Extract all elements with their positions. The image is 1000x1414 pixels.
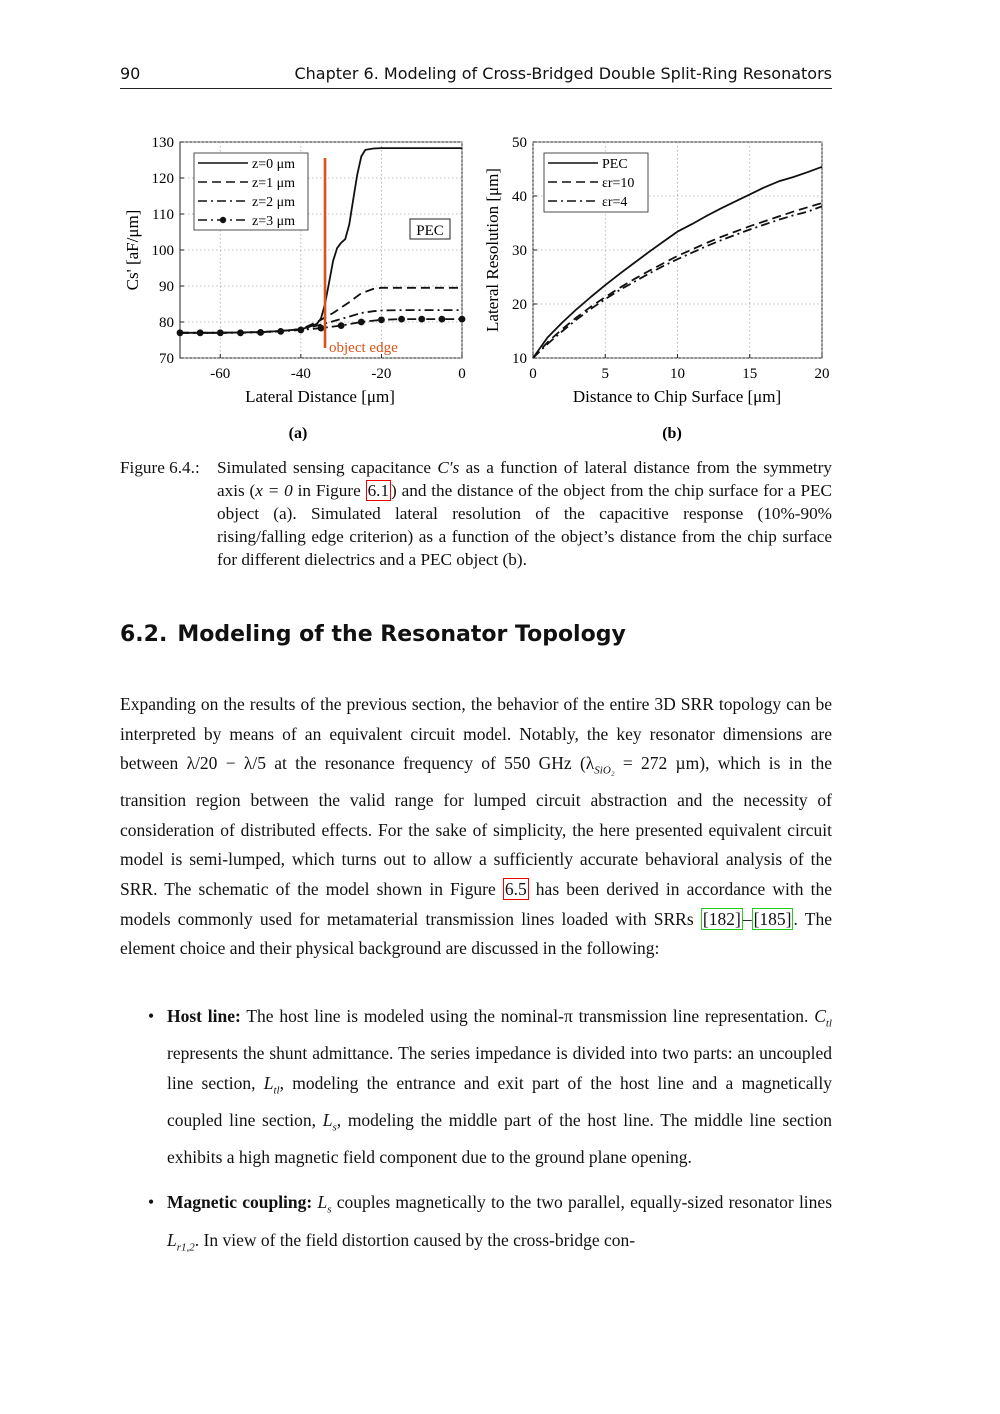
legend-label-1: PEC: [602, 157, 628, 172]
data-point: [398, 316, 405, 323]
math-subscript: tl: [273, 1084, 280, 1097]
math-symbol: L: [263, 1072, 274, 1093]
x-tick-label: -60: [210, 366, 231, 382]
figure-ref-link[interactable]: 6.1: [367, 481, 390, 500]
legend-a: [194, 153, 308, 230]
y-tick-label: 40: [512, 189, 527, 205]
bullet-text: The host line is modeled using the nominal-π transmission line representation.: [240, 1006, 815, 1026]
data-point: [418, 316, 425, 323]
bullet-text: , modeling the entrance and exit part of the host line and a magnetically coupled line section,: [167, 1072, 832, 1130]
data-point: [217, 329, 224, 336]
y-tick-label: 130: [151, 135, 174, 151]
data-point: [277, 328, 284, 335]
x-tick-label: 5: [601, 366, 609, 382]
math-symbol: L: [317, 1192, 328, 1213]
legend-label-1: z=0 μm: [252, 157, 296, 172]
chart-panel-a: [123, 135, 466, 442]
x-tick-label: 15: [742, 366, 758, 382]
edge-label: object edge: [329, 340, 398, 356]
para-part: Expanding on the results of the previous section, the behavior of the entire 3D SRR topology can be interpreted by means of an equivalent circuit model. Notably, the key resonator dimensions are between λ/20 − λ/5 at the resonance frequency of 550 GHz (λ: [120, 694, 832, 774]
chart-panel-b: [483, 135, 830, 442]
y-tick-label: 10: [512, 351, 527, 367]
para-part: = 272 µm), which is in the transition region between the valid range for lumped circuit abstraction and the necessity of consideration of distributed effects. For the sake of simplicity, the here presented equivalent circuit model is semi-lumped, which turns out to allow a sufficiently accurate behavioral analysis of the SRR. The schematic of the model shown in Figure: [120, 753, 832, 900]
y-tick-label: 30: [512, 243, 527, 259]
x-tick-label: 0: [458, 366, 466, 382]
y-tick-label: 100: [151, 243, 174, 259]
y-tick-label: 120: [151, 171, 174, 187]
caption-symbol: C′s: [437, 458, 460, 477]
legend-label-4: z=3 μm: [252, 214, 296, 229]
data-point: [338, 322, 345, 329]
caption-text: [217, 456, 832, 571]
x-tick-label: 20: [814, 366, 830, 382]
x-axis-label-b: Distance to Chip Surface [μm]: [572, 387, 782, 406]
page-header: [120, 62, 832, 89]
bullet-list: [120, 1002, 832, 1279]
bullet-text: , modeling the middle part of the host line. The middle line section exhibits a high magnetic field component due to the ground plane opening.: [167, 1109, 832, 1167]
bullet-text: couples magnetically to the two parallel, equally-sized resonator lines: [331, 1192, 832, 1213]
y-tick-label: 90: [159, 279, 174, 295]
caption-part: as a function of lateral distance from the symmetry axis (: [217, 458, 832, 500]
data-point: [438, 316, 445, 323]
para-part: –: [742, 908, 752, 929]
y-tick-label: 80: [159, 315, 174, 331]
bullet-term: Host line:: [167, 1006, 241, 1026]
math-symbol: L: [322, 1109, 333, 1130]
legend-label-2: z=1 μm: [252, 176, 296, 191]
math-symbol: L: [167, 1229, 177, 1250]
math-subscript: tl: [825, 1017, 832, 1030]
data-point: [318, 325, 325, 332]
citation-link[interactable]: [185]: [753, 908, 792, 929]
x-tick-label: 0: [529, 366, 537, 382]
legend-label-3: z=2 μm: [252, 195, 296, 210]
caption-part: ) and the distance of the object from the chip surface for a PEC object (a). Simulated lateral resolution of the capacitive response (10%-90% rising/falling edge criterion) as a function of the object’s distance from the chip surface for different dielectrics and a PEC object (b).: [217, 481, 832, 569]
y-tick-label: 20: [512, 297, 527, 313]
data-point: [237, 329, 244, 336]
legend-b: [544, 153, 648, 212]
caption-label: Figure 6.4.:: [120, 458, 200, 477]
data-point: [358, 319, 365, 326]
list-item: [120, 1002, 832, 1172]
math-subscript: s: [327, 1203, 332, 1216]
x-tick-label: -40: [290, 366, 311, 382]
caption-part: in Figure: [292, 481, 366, 500]
list-item: [120, 1188, 832, 1262]
para-part: has been derived in accordance with the models commonly used for metamaterial transmission lines loaded with SRRs: [120, 879, 832, 929]
math-subscript: r1,2: [176, 1241, 195, 1254]
data-point: [257, 329, 264, 336]
section-title: Modeling of the Resonator Topology: [177, 622, 626, 647]
data-point: [378, 316, 385, 323]
page-number: 90: [120, 64, 141, 83]
subfigure-label-b: (b): [662, 425, 682, 442]
legend-label-3: εr=4: [602, 195, 628, 210]
subfigure-label-a: (a): [288, 425, 308, 442]
y-tick-label: 70: [159, 351, 174, 367]
para-part: . The element choice and their physical background are discussed in the following:: [120, 908, 832, 959]
figure-ref-link[interactable]: 6.5: [504, 879, 527, 900]
caption-part: Simulated sensing capacitance: [217, 458, 438, 477]
data-point: [459, 316, 466, 323]
x-tick-label: 10: [670, 366, 685, 382]
legend-label-2: εr=10: [602, 176, 635, 191]
y-tick-label: 50: [512, 135, 527, 151]
body-paragraph: [120, 690, 832, 964]
data-point: [177, 329, 184, 336]
legend-marker: [220, 217, 226, 223]
bullet-text: represents the shunt admittance. The series impedance is divided into two parts: an uncoupled line section,: [167, 1043, 832, 1093]
y-axis-label-b: Lateral Resolution [μm]: [483, 168, 502, 332]
math-symbol: C: [814, 1006, 826, 1026]
section-heading: [120, 622, 626, 647]
pec-label: PEC: [416, 223, 444, 239]
x-tick-label: -20: [371, 366, 392, 382]
math-subscript: s: [332, 1121, 337, 1134]
x-axis-label-a: Lateral Distance [μm]: [245, 387, 395, 406]
citation-link[interactable]: [182]: [702, 908, 741, 929]
para-subscript: SiO₂: [594, 764, 615, 777]
y-tick-label: 110: [152, 207, 174, 223]
bullet-text: . In view of the field distortion caused by the cross-bridge con-: [194, 1229, 636, 1250]
chapter-title: Chapter 6. Modeling of Cross-Bridged Double Split-Ring Resonators: [294, 64, 832, 83]
section-number: 6.2.: [120, 622, 168, 647]
caption-equation: x = 0: [255, 481, 293, 500]
data-point: [297, 327, 304, 334]
y-axis-label-a: Cs' [aF/μm]: [123, 209, 142, 291]
data-point: [197, 329, 204, 336]
figure-caption: [120, 456, 832, 571]
bullet-term: Magnetic coupling:: [167, 1192, 313, 1213]
pec-annotation: [410, 219, 450, 239]
